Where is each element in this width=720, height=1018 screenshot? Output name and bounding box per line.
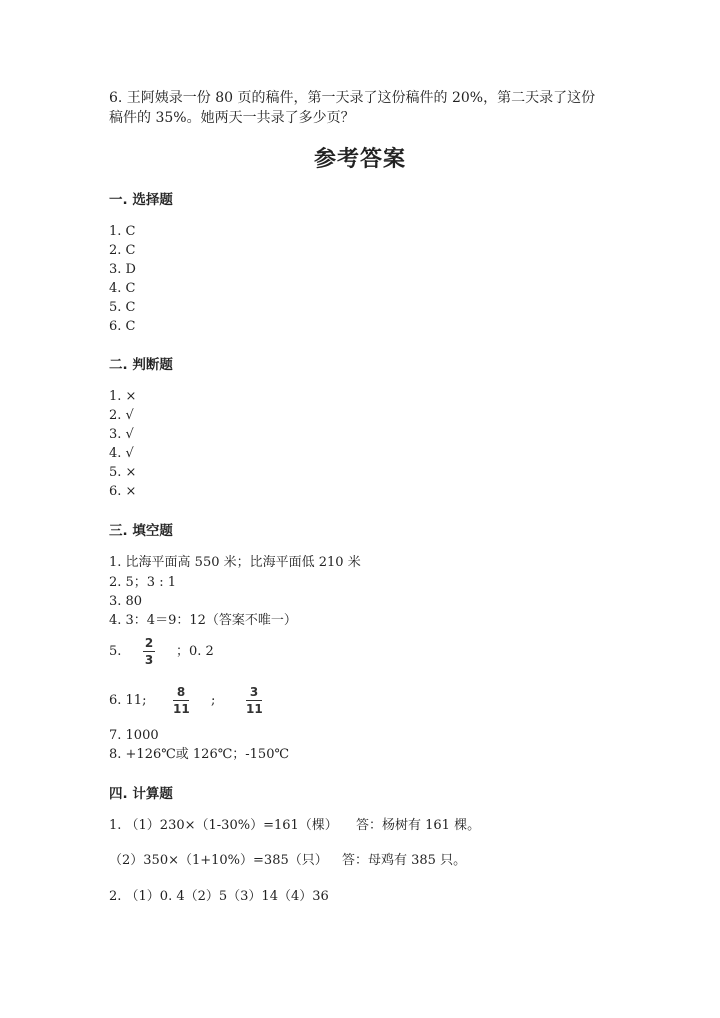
list-item: 2. √	[109, 408, 134, 423]
fraction	[143, 636, 155, 667]
list-item: 6. C	[109, 319, 136, 334]
list-item: 4. C	[109, 281, 136, 296]
section-heading-true-false: 二. 判断题	[109, 357, 173, 373]
list-item: 2. C	[109, 243, 136, 258]
fraction-bar	[173, 700, 189, 701]
list-item: 8. +126℃或 126℃；-150℃	[109, 747, 290, 762]
list-item: 5. ×	[109, 465, 137, 480]
list-item: （2）350×（1+10%）=385（只）	[109, 853, 328, 868]
fraction-denominator: 11	[173, 702, 190, 716]
fraction	[246, 685, 262, 716]
section-heading-multiple-choice: 一. 选择题	[109, 192, 173, 208]
list-item-prefix: 6. 11;	[109, 693, 147, 708]
fraction-numerator: 3	[249, 685, 259, 699]
answer-text: 答：杨树有 161 棵。	[356, 818, 481, 833]
list-item: 1. （1）230×（1-30%）=161（棵）	[109, 818, 338, 833]
fraction	[173, 685, 189, 716]
list-item: 4. √	[109, 446, 134, 461]
problem-6-text: 6. 王阿姨录一份 80 页的稿件，第一天录了这份稿件的 20%，第二天录了这份稿件的 35%。她两天一共录了多少页？	[109, 90, 596, 126]
list-item: 6. ×	[109, 484, 137, 499]
list-item: 2. （1）0. 4（2）5（3）14（4）36	[109, 889, 329, 904]
fraction-bar	[143, 651, 155, 652]
list-item: 3. √	[109, 427, 134, 442]
separator: ;	[211, 693, 216, 708]
section-heading-calculation: 四. 计算题	[109, 786, 173, 802]
fraction-numerator: 2	[144, 636, 154, 650]
list-item: 1. C	[109, 224, 136, 239]
section-heading-fill-blank: 三. 填空题	[109, 523, 173, 539]
list-item: 3. 80	[109, 594, 143, 609]
list-item: 7. 1000	[109, 728, 159, 743]
answer-text: 答：母鸡有 385 只。	[342, 853, 467, 868]
list-item: 5. C	[109, 300, 136, 315]
list-item: 1. 比海平面高 550 米；比海平面低 210 米	[109, 555, 361, 570]
list-item-suffix: ；0. 2	[176, 644, 214, 659]
list-item: 3. D	[109, 262, 136, 277]
answers-title: 参考答案	[313, 147, 406, 172]
list-item-prefix: 5.	[109, 644, 122, 659]
fraction-bar	[246, 700, 262, 701]
list-item: 1. ×	[109, 389, 137, 404]
fraction-denominator: 11	[246, 702, 263, 716]
list-item: 2. 5；3 : 1	[109, 575, 176, 590]
fraction-denominator: 3	[144, 653, 154, 667]
fraction-numerator: 8	[176, 685, 186, 699]
list-item: 4. 3：4＝9：12（答案不唯一）	[109, 613, 297, 628]
